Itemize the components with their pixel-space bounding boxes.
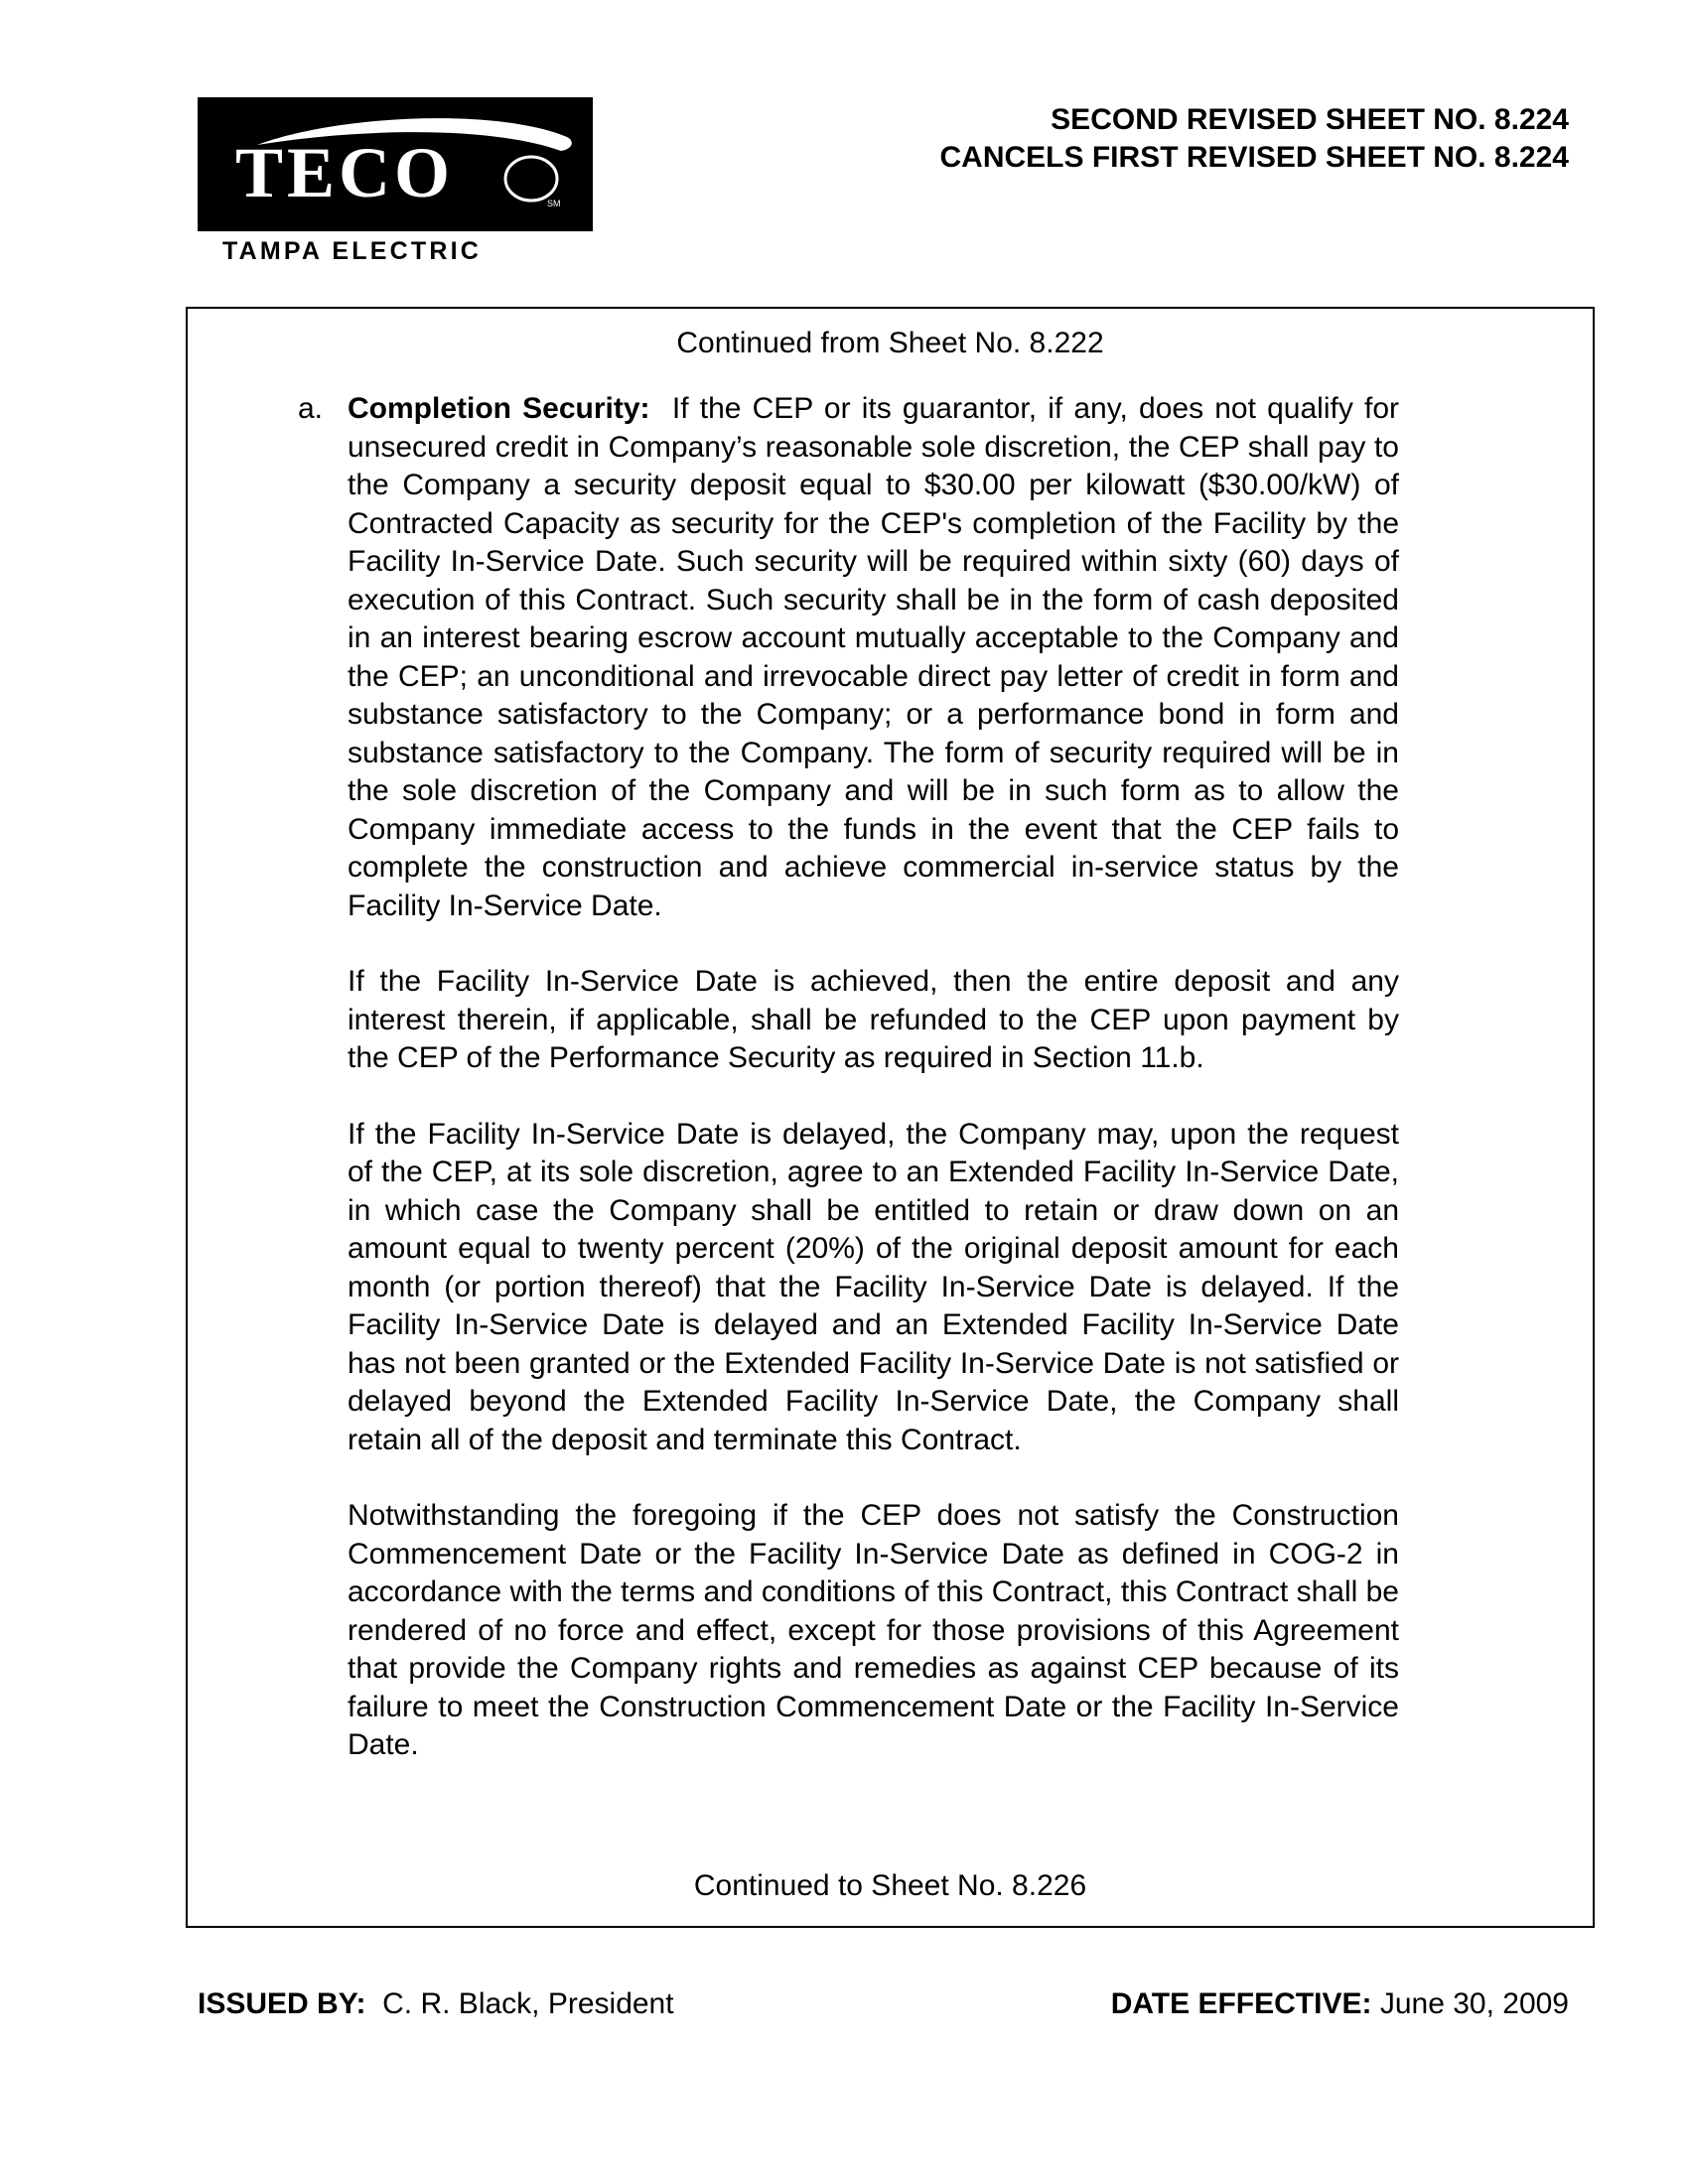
- date-effective-value: June 30, 2009: [1379, 1987, 1569, 2020]
- issued-by: [198, 1989, 674, 2019]
- sheet-number: SECOND REVISED SHEET NO. 8.224: [1051, 103, 1569, 136]
- paragraph-1-text: If the CEP or its guarantor, if any, does not qualify for unsecured credit in Company’s reasonable sole discretion, the CEP shall pay to the Company a security deposit equal to $30.00 per kilowatt ($30.00/kW) of Contracted Capacity as security for the CEP's completion of the Facility by the Facility In-Service Date. Such security will be required within sixty (60) days of execution of this Contract. Such security shall be in the form of cash deposited in an interest bearing escrow account mutually acceptable to the Company and the CEP; an unconditional and irrevocable direct pay letter of credit in form and substance satisfactory to the Company; or a performance bond in form and substance satisfactory to the Company. The form of security required will be in the sole discretion of the Company and will be in such form as to allow the Company immediate access to the funds in the event that the CEP fails to complete the construction and achieve commercial in-service status by the Facility In-Service Date.: [348, 392, 1400, 922]
- paragraph-3: If the Facility In-Service Date is delayed, the Company may, upon the request of the CEP, at its sole discretion, agree to an Extended Facility In-Service Date, in which case the Company shall be entitled to retain or draw down on an amount equal to twenty percent (20%) of the original deposit amount for each month (or portion thereof) that the Facility In-Service Date is delayed. If the Facility In-Service Date is delayed and an Extended Facility In-Service Date has not been granted or the Extended Facility In-Service Date is not satisfied or delayed beyond the Extended Facility In-Service Date, the Company shall retain all of the deposit and terminate this Contract.: [348, 1117, 1399, 1456]
- continued-to: Continued to Sheet No. 8.226: [693, 1869, 1087, 1902]
- paragraph-4: Notwithstanding the foregoing if the CEP does not satisfy the Construction Commencement Date or the Facility In-Service Date as defined in COG-2 in accordance with the terms and conditions of this Contract, this Contract shall be rendered of no force and effect, except for those provisions of this Agreement that provide the Company rights and remedies as against CEP because of its failure to meet the Construction Commencement Date or the Facility In-Service Date.: [348, 1499, 1399, 1761]
- paragraph-2: If the Facility In-Service Date is achieved, then the entire deposit and any interest therein, if applicable, shall be refunded to the CEP upon payment by the CEP of the Performance Security as required in Section 11.b.: [348, 965, 1399, 1074]
- logo-wordmark: TECO: [235, 133, 455, 212]
- issued-by-value: C. R. Black, President: [382, 1987, 674, 2020]
- logo-service-mark: SM: [547, 199, 561, 208]
- company-logo: [198, 97, 593, 231]
- item-letter: a.: [298, 392, 324, 425]
- sheet-header: [940, 101, 1569, 177]
- tariff-content: [298, 390, 1400, 1803]
- item-heading: Completion Security:: [348, 392, 650, 425]
- date-effective: [1111, 1989, 1569, 2019]
- paragraph-1: [348, 390, 1399, 925]
- issued-by-label: ISSUED BY:: [198, 1987, 366, 2020]
- logo-subtitle: TAMPA ELECTRIC: [222, 237, 482, 265]
- date-effective-label: DATE EFFECTIVE:: [1110, 1987, 1372, 2020]
- continued-from: Continued from Sheet No. 8.222: [676, 327, 1104, 359]
- tariff-frame: [186, 307, 1595, 1928]
- sheet-cancels: CANCELS FIRST REVISED SHEET NO. 8.224: [939, 141, 1569, 174]
